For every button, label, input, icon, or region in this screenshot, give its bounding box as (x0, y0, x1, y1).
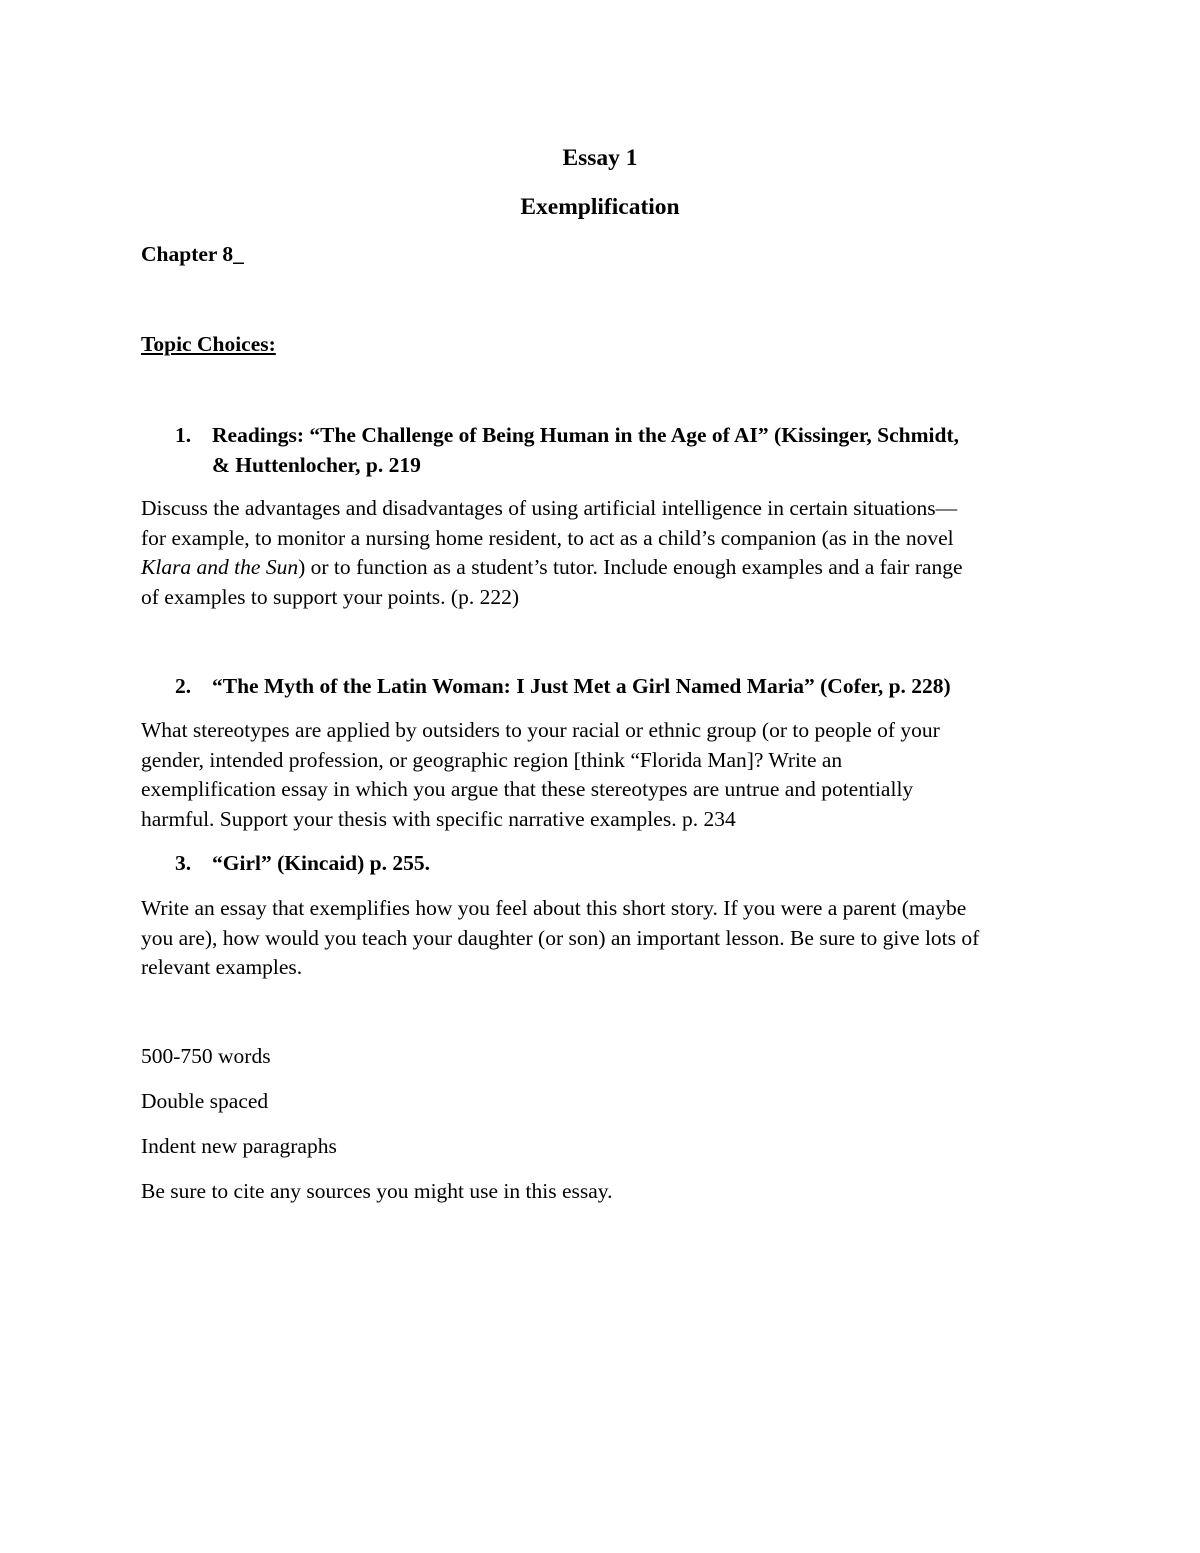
item-1-body-line: of examples to support your points. (p. 222) (141, 584, 519, 609)
item-2-body-line: What stereotypes are applied by outsiders to your racial or ethnic group (or to people of your (141, 718, 940, 742)
item-3-heading (212, 849, 1072, 879)
item-2-body (141, 716, 1071, 834)
item-2-heading (212, 672, 1072, 702)
requirement-citations: Be sure to cite any sources you might use in this essay. (141, 1179, 613, 1203)
novel-title: Klara and the Sun (141, 555, 299, 579)
item-2-body-line: gender, intended profession, or geographic region [think “Florida Man]? Write an (141, 747, 843, 772)
item-3-body (141, 894, 1071, 983)
item-3-number: 3. (175, 851, 192, 875)
chapter-label: Chapter 8_ (141, 242, 244, 266)
topic-choices-heading: Topic Choices: (141, 332, 276, 356)
item-2-number: 2. (175, 674, 192, 698)
item-2-body-line: harmful. Support your thesis with specific narrative examples. p. 234 (141, 806, 736, 831)
item-1-body-line: for example, to monitor a nursing home resident, to act as a child’s companion (as in the novel (141, 525, 954, 550)
item-1-body (141, 494, 1071, 612)
item-1-body-line: Discuss the advantages and disadvantages of using artificial intelligence in certain situations— (141, 496, 958, 520)
item-3-heading-line: “Girl” (Kincaid) p. 255. (212, 851, 430, 875)
item-3-body-line: you are), how would you teach your daughter (or son) an important lesson. Be sure to give lots of (141, 925, 980, 950)
item-2-heading-line: “The Myth of the Latin Woman: I Just Met a Girl Named Maria” (Cofer, p. 228) (212, 674, 951, 698)
item-1-body-continuation: ) or to function as a student’s tutor. Include enough examples and a fair range (298, 555, 963, 579)
requirement-indent: Indent new paragraphs (141, 1134, 337, 1158)
item-1-body-line (141, 553, 1071, 583)
item-1-heading-line: & Huttenlocher, p. 219 (212, 452, 421, 477)
item-1-number: 1. (175, 423, 192, 447)
item-1-heading (212, 421, 1072, 480)
item-1-heading-line: Readings: “The Challenge of Being Human in the Age of AI” (Kissinger, Schmidt, (212, 423, 959, 447)
requirement-spacing: Double spaced (141, 1089, 269, 1113)
item-3-body-line: relevant examples. (141, 955, 303, 979)
item-3-body-line: Write an essay that exemplifies how you feel about this short story. If you were a parent (maybe (141, 896, 967, 920)
document-subtitle: Exemplification (520, 194, 680, 220)
item-2-body-line: exemplification essay in which you argue that these stereotypes are untrue and potentially (141, 777, 914, 801)
document-title: Essay 1 (562, 145, 638, 171)
requirement-word-count: 500-750 words (141, 1044, 271, 1068)
